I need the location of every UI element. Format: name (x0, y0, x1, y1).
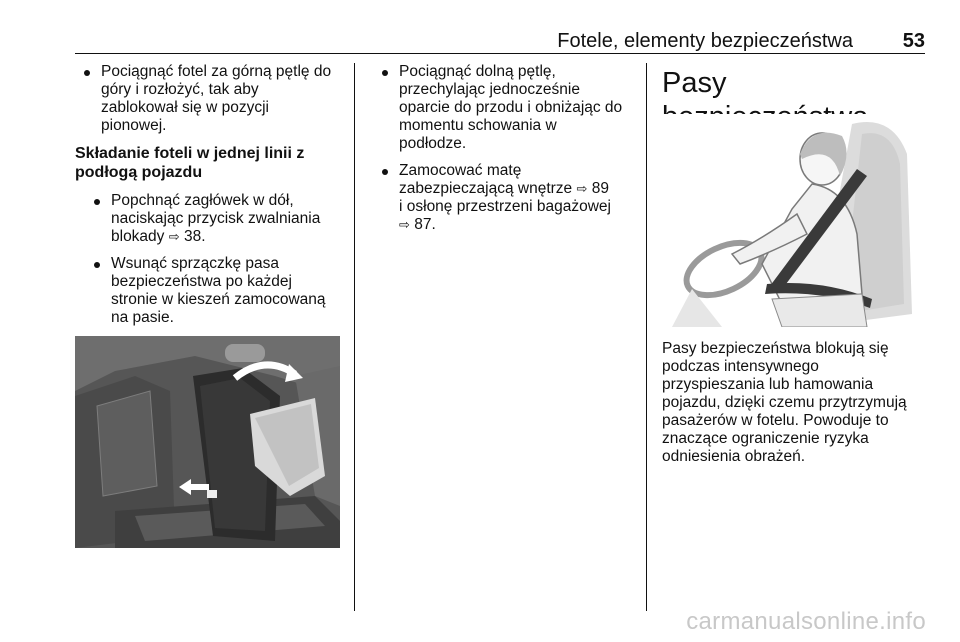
text-line: na pasie. (111, 309, 174, 326)
page-number: 53 (902, 30, 925, 52)
text-line: zablokował się w pozycji (101, 99, 269, 116)
text-line: naciskając przycisk zwalniania (111, 210, 321, 227)
page-reference-link[interactable]: 38. (183, 228, 206, 245)
text-line (399, 180, 635, 198)
header-rule (75, 53, 925, 54)
column-1 (75, 63, 347, 336)
watermark: carmanualsonline.info (686, 608, 926, 635)
bullet-pull-lower-loop (373, 63, 635, 153)
text-line: góry i rozłożyć, tak aby (101, 81, 259, 98)
section-title: Pasy (662, 67, 727, 99)
page-title: Fotele, elementy bezpieczeństwa (557, 30, 853, 52)
reference-arrow-icon: ⇨ (168, 229, 180, 244)
bullet-dot (94, 199, 100, 205)
subsection-heading (75, 144, 347, 182)
text-line: stronie w kieszeń zamocowaną (111, 291, 326, 308)
text-line: podczas intensywnego (662, 358, 819, 375)
text-line: momentu schowania w (399, 117, 557, 134)
text-line: podłodze. (399, 135, 467, 152)
text-line (399, 216, 635, 234)
text-fragment: zabezpieczającą wnętrze (399, 180, 573, 197)
page-reference-link[interactable]: 89 (591, 180, 609, 197)
text-line: i osłonę przestrzeni bagażowej (399, 198, 611, 215)
text-line: Wsunąć sprzączkę pasa (111, 255, 279, 272)
text-line: przechylając jednocześnie (399, 81, 580, 98)
bullet-fit-mat (373, 162, 635, 234)
column-separator-2 (646, 63, 647, 611)
page-reference-link[interactable]: 87. (414, 216, 436, 233)
seatbelt-illustration (662, 114, 925, 327)
bullet-dot (94, 262, 100, 268)
bullet-dot (382, 169, 388, 175)
text-line: znaczące ograniczenie ryzyka (662, 430, 869, 447)
column-separator-1 (354, 63, 355, 611)
reference-arrow-icon: ⇨ (399, 217, 410, 232)
text-line: bezpieczeństwa po każdej (111, 273, 292, 290)
heading-line: Składanie foteli w jednej linii z (75, 145, 305, 162)
seat-folding-illustration (75, 336, 340, 548)
column-2 (373, 63, 635, 243)
text-line: pasażerów w fotelu. Powoduje to (662, 412, 889, 429)
text-fragment: blokady (111, 228, 165, 245)
text-line: odniesienia obrażeń. (662, 448, 806, 465)
bullet-group (75, 192, 347, 327)
text-line: Pociągnąć fotel za górną pętlę do (101, 63, 332, 80)
bullet-headrest-down (85, 192, 347, 246)
bullet-buckle-pocket (85, 255, 347, 327)
text-line: Pasy bezpieczeństwa blokują się (662, 340, 889, 357)
text-line (111, 228, 347, 246)
text-line: Zamocować matę (399, 162, 522, 179)
page-header (75, 28, 925, 54)
text-line: Popchnąć zagłówek w dół, (111, 192, 294, 209)
text-line: pojazdu, dzięki czemu przytrzymują (662, 394, 907, 411)
heading-line: podłogą pojazdu (75, 164, 203, 181)
text-line: Pociągnąć dolną pętlę, (399, 63, 556, 80)
text-line: pionowej. (101, 117, 167, 134)
seatbelt-description (662, 340, 927, 466)
text-line: oparcie do przodu i obniżając do (399, 99, 623, 116)
bullet-pull-top-loop (75, 63, 347, 135)
bullet-dot (382, 70, 388, 76)
bullet-dot (84, 70, 90, 76)
reference-arrow-icon: ⇨ (576, 181, 588, 196)
text-line: przyspieszania lub hamowania (662, 376, 874, 393)
